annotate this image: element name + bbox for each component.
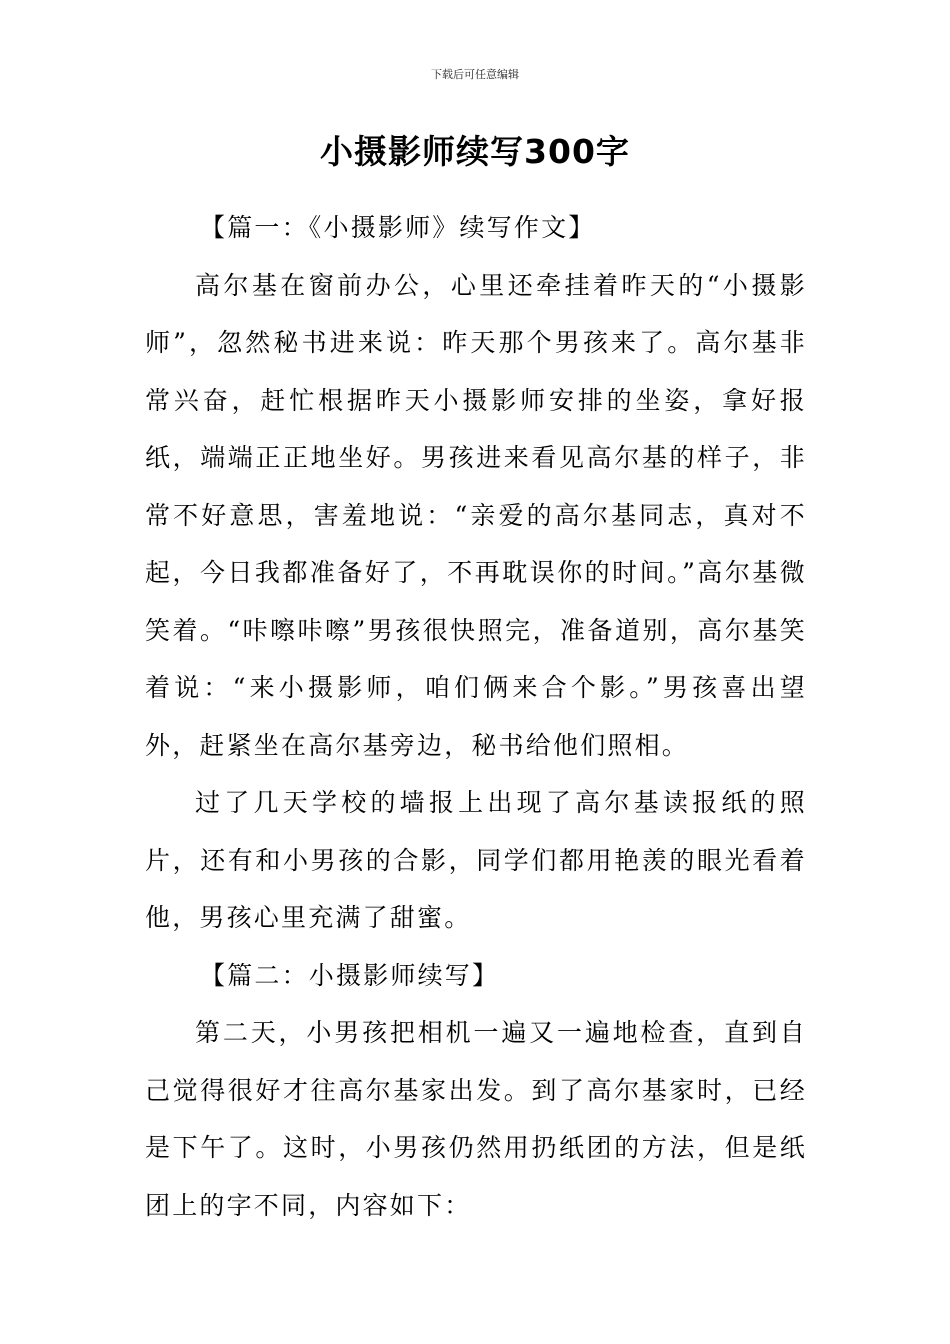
header-note: 下载后可任意编辑 xyxy=(431,68,519,81)
paragraph: 高尔基在窗前办公，心里还牵挂着昨天的“小摄影师”，忽然秘书进来说：昨天那个男孩来了。高尔基非常兴奋，赶忙根据昨天小摄影师安排的坐姿，拿好报纸，端端正正地坐好。男孩进来看见高尔基的样子，非常不好意思，害羞地说：“亲爱的高尔基同志，真对不起，今日我都准备好了，不再耽误你的时间。”高尔基微笑着。“咔嚓咔嚓”男孩很快照完，准备道别，高尔基笑着说：“来小摄影师，咱们俩来合个影。”男孩喜出望外，赶紧坐在高尔基旁边，秘书给他们照相。 xyxy=(145,270,807,760)
page-title: 小摄影师续写300字 xyxy=(320,132,630,171)
section-heading: 【篇二：小摄影师续写】 xyxy=(200,960,500,990)
document-body xyxy=(145,199,807,1234)
paragraph: 过了几天学校的墙报上出现了高尔基读报纸的照片，还有和小男孩的合影，同学们都用艳羡的眼光看着他，男孩心里充满了甜蜜。 xyxy=(145,788,807,932)
paragraph: 第二天，小男孩把相机一遍又一遍地检查，直到自己觉得很好才往高尔基家出发。到了高尔基家时，已经是下午了。这时，小男孩仍然用扔纸团的方法，但是纸团上的字不同，内容如下： xyxy=(145,1018,807,1220)
section-heading: 【篇一：《小摄影师》续写作文】 xyxy=(200,213,596,242)
